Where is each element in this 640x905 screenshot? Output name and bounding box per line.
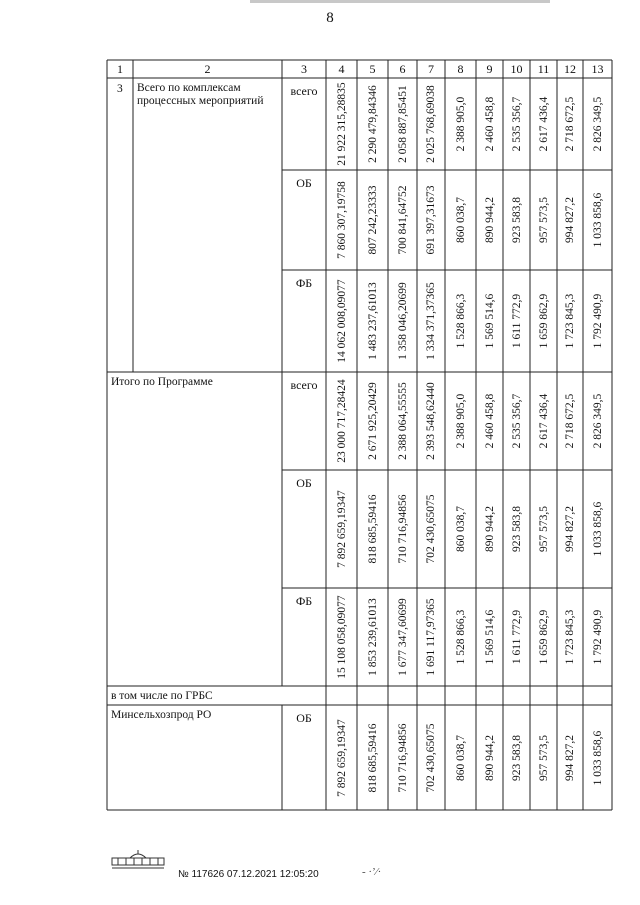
handwritten-mark: - ·ʼ⁄· [362, 866, 382, 878]
value-text: 21 922 315,28835 [335, 82, 348, 166]
value-text: 1 853 239,61013 [366, 598, 379, 676]
value-text: 807 242,23333 [366, 185, 379, 255]
value-text: 860 038,7 [454, 506, 467, 552]
value-text: 2 388 905,0 [454, 96, 467, 152]
value-text: 710 716,94856 [396, 723, 409, 792]
value-text: 1 792 490,9 [591, 609, 604, 665]
value-text: 2 718 672,5 [564, 96, 576, 152]
value-text: 923 583,8 [510, 197, 523, 243]
value-text: 2 718 672,5 [564, 393, 576, 449]
value-text: 1 483 237,61013 [366, 282, 379, 360]
column-header: 13 [591, 62, 604, 76]
emblem-logo [108, 848, 168, 872]
value-text: 1 659 862,9 [537, 609, 550, 665]
column-header: 6 [399, 62, 406, 76]
value-text: 1 528 866,3 [454, 293, 467, 349]
value-text: 994 827,2 [564, 734, 576, 781]
value-text: 2 388 905,0 [454, 393, 467, 449]
column-header: 1 [117, 62, 123, 76]
value-text: 2 671 925,20429 [366, 382, 379, 460]
column-header: 4 [338, 62, 345, 76]
page-number: 8 [326, 10, 334, 26]
row-number: 3 [117, 83, 123, 95]
budget-type: ОБ [296, 176, 312, 190]
value-text: 923 583,8 [510, 506, 523, 552]
value-text: 994 827,2 [564, 197, 576, 243]
row-label: Всего по комплексам процессных мероприятий [137, 82, 264, 107]
column-header: 7 [428, 62, 434, 76]
value-text: 957 573,5 [537, 734, 550, 781]
budget-type: всего [290, 378, 318, 392]
column-header: 3 [301, 62, 307, 76]
value-text: 860 038,7 [454, 197, 467, 243]
value-text: 923 583,8 [510, 734, 523, 781]
value-text: 2 058 887,85451 [396, 85, 409, 163]
column-header: 8 [457, 62, 464, 76]
value-text: 702 430,65075 [425, 494, 437, 564]
value-text: 1 792 490,9 [591, 293, 604, 349]
column-header: 2 [204, 62, 211, 76]
value-text: 1 723 845,3 [564, 609, 576, 665]
document-footer: № 117626 07.12.2021 12:05:20 [178, 869, 319, 880]
value-text: 700 841,64752 [396, 185, 409, 255]
value-text: 1 569 514,6 [483, 609, 496, 665]
budget-type: ФБ [295, 594, 313, 608]
column-header: 12 [564, 62, 576, 76]
value-text: 2 460 458,8 [483, 96, 496, 152]
value-text: 1 611 772,9 [510, 293, 523, 349]
budget-type: ОБ [296, 476, 312, 490]
value-text: 2 535 356,7 [510, 393, 523, 449]
column-header: 11 [537, 62, 550, 76]
value-text: 818 685,59416 [366, 723, 379, 792]
value-text: 957 573,5 [537, 506, 550, 552]
row-label: Итого по Программе [111, 376, 213, 388]
column-header: 9 [486, 62, 493, 76]
value-text: 2 388 064,55555 [396, 382, 409, 460]
value-text: 1 611 772,9 [510, 609, 523, 665]
value-text: 1 033 858,6 [591, 501, 604, 557]
value-text: 7 892 659,19347 [335, 490, 348, 568]
value-text: 710 716,94856 [396, 494, 409, 564]
value-text: 1 723 845,3 [564, 293, 576, 349]
value-text: 890 944,2 [483, 506, 496, 552]
column-header: 5 [369, 62, 376, 76]
value-text: 691 397,31673 [425, 185, 437, 255]
value-text: 2 393 548,62440 [425, 382, 437, 460]
value-text: 1 569 514,6 [483, 293, 496, 349]
value-text: 1 659 862,9 [537, 293, 550, 349]
value-text: 2 826 349,5 [591, 96, 604, 152]
value-text: 994 827,2 [564, 506, 576, 552]
budget-type: всего [290, 84, 318, 98]
value-text: 2 460 458,8 [483, 393, 496, 449]
value-text: 1 677 347,60699 [396, 598, 409, 676]
value-text: 7 860 307,19758 [335, 181, 348, 259]
value-text: 2 025 768,69038 [425, 85, 437, 163]
column-header: 10 [510, 62, 523, 76]
value-text: 1 528 866,3 [454, 609, 467, 665]
value-text: 1 334 371,37365 [425, 282, 437, 360]
value-text: 2 617 436,4 [537, 393, 550, 449]
value-text: 1 691 117,97365 [425, 598, 437, 676]
value-text: 14 062 008,09077 [335, 279, 348, 363]
row-label: в том числе по ГРБС [111, 690, 213, 702]
value-text: 2 826 349,5 [591, 393, 604, 449]
value-text: 957 573,5 [537, 197, 550, 243]
value-text: 7 892 659,19347 [335, 718, 348, 797]
value-text: 1 358 046,20699 [396, 282, 409, 360]
value-text: 860 038,7 [454, 734, 467, 781]
value-text: 2 535 356,7 [510, 96, 523, 152]
row-label: Минсельхозпрод РО [111, 709, 212, 721]
budget-type: ФБ [295, 276, 313, 290]
value-text: 15 108 058,09077 [335, 595, 348, 679]
value-text: 2 617 436,4 [537, 96, 550, 152]
value-text: 2 290 479,84346 [366, 85, 379, 163]
value-text: 890 944,2 [483, 734, 496, 781]
value-text: 1 033 858,6 [591, 730, 604, 785]
value-text: 23 000 717,28424 [335, 379, 348, 463]
value-text: 890 944,2 [483, 197, 496, 243]
value-text: 818 685,59416 [366, 494, 379, 564]
value-text: 1 033 858,6 [591, 192, 604, 248]
budget-type: ОБ [296, 711, 312, 725]
value-text: 702 430,65075 [425, 723, 437, 792]
